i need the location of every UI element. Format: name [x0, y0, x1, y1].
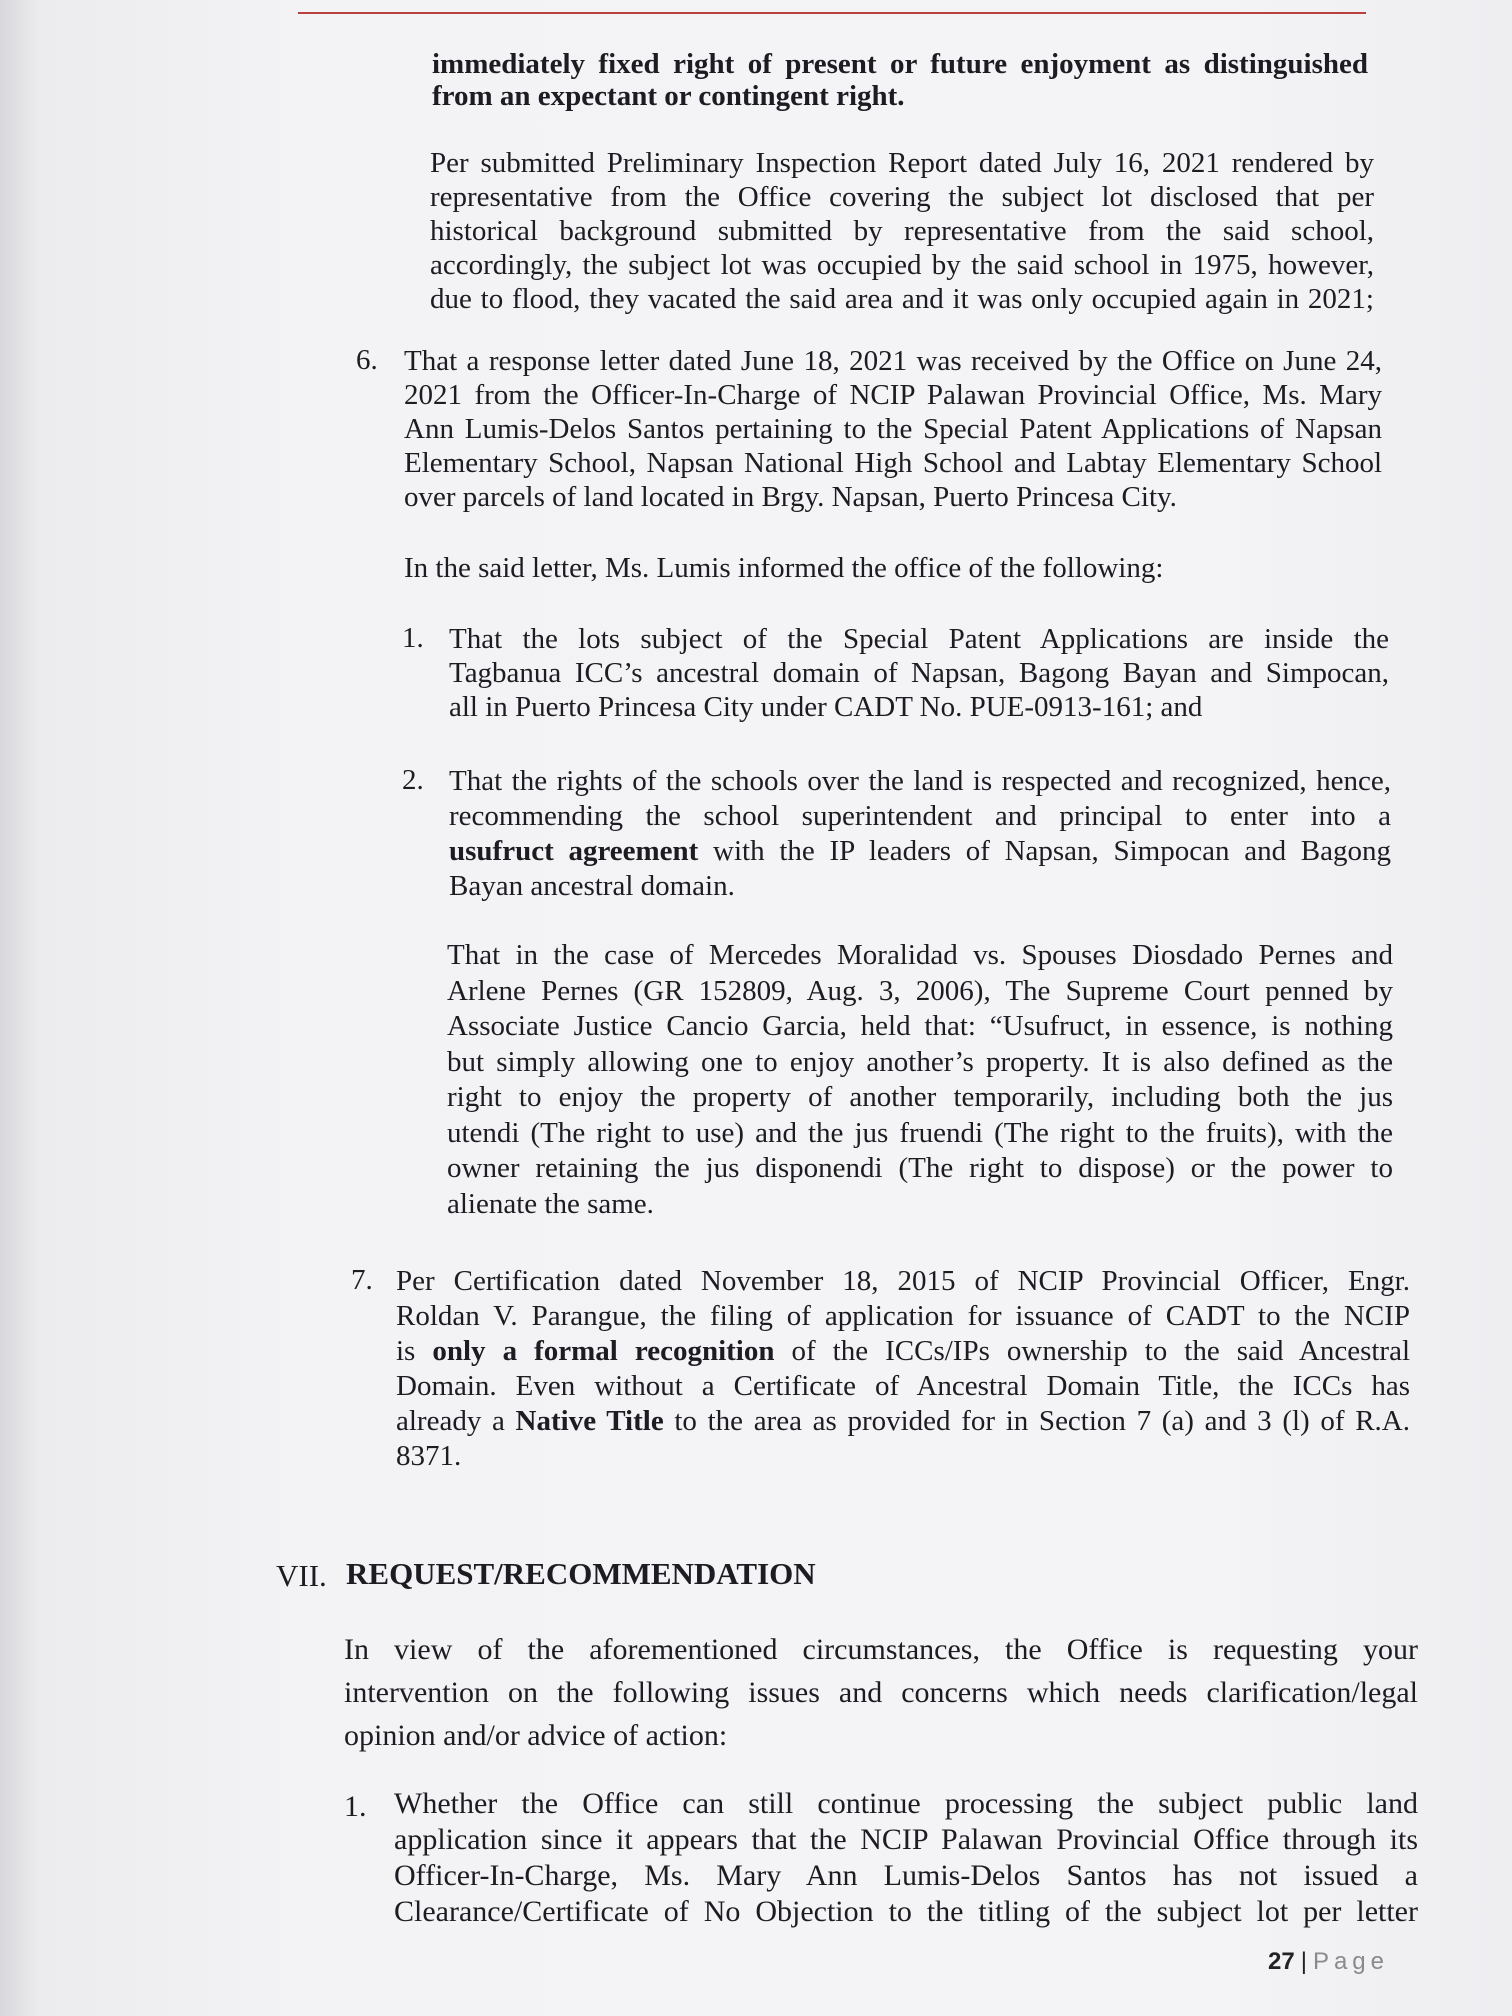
header-rule — [298, 12, 1366, 14]
text-line: Arlene Pernes (GR 152809, Aug. 3, 2006), The Supreme Court penned by — [447, 974, 1393, 1007]
emphasis-text: only a formal recognition — [432, 1335, 775, 1367]
text-line: all in Puerto Princesa City under CADT No. PUE-0913-161; and — [449, 691, 1203, 723]
text-line: application since it appears that the NCIP Palawan Provincial Office through its — [394, 1823, 1418, 1856]
text-line: immediately fixed right of present or future enjoyment as distinguished — [432, 48, 1368, 80]
text-line: alienate the same. — [447, 1187, 654, 1220]
text-line: intervention on the following issues and concerns which needs clarification/legal — [344, 1676, 1418, 1709]
item-6-intro — [404, 552, 1382, 585]
page-number: 27 — [1268, 1948, 1295, 1975]
section-title: REQUEST/RECOMMENDATION — [346, 1556, 816, 1591]
section-paragraph — [344, 1628, 1418, 1757]
text-line: due to flood, they vacated the said area and it was only occupied again in 2021; — [430, 283, 1374, 315]
text-line — [396, 1404, 1410, 1439]
text-line: Per Certification dated November 18, 2015 of NCIP Provincial Officer, Engr. — [396, 1265, 1410, 1297]
text-line — [449, 834, 1391, 869]
text-line: That the lots subject of the Special Patent Applications are inside the — [449, 623, 1389, 655]
sub-item-number: 1. — [402, 622, 424, 654]
text-line — [396, 1334, 1410, 1369]
text-line: Clearance/Certificate of No Objection to the titling of the subject lot per letter — [394, 1895, 1418, 1928]
text-line: accordingly, the subject lot was occupied by the said school in 1975, however, — [430, 249, 1374, 281]
case-paragraph — [447, 938, 1393, 1222]
text-line: historical background submitted by representative from the said school, — [430, 215, 1374, 247]
text-line: Officer-In-Charge, Ms. Mary Ann Lumis-Delos Santos has not issued a — [394, 1859, 1418, 1892]
text-line: right to enjoy the property of another temporarily, including both the jus — [447, 1081, 1393, 1113]
text-line: over parcels of land located in Brgy. Napsan, Puerto Princesa City. — [404, 481, 1177, 513]
text-line: from an expectant or contingent right. — [432, 80, 905, 112]
text-line: Per submitted Preliminary Inspection Report dated July 16, 2021 rendered by — [430, 147, 1374, 179]
page-footer — [1268, 1948, 1389, 1976]
text-line: Elementary School, Napsan National High School and Labtay Elementary School — [404, 447, 1382, 479]
footer-separator: | — [1300, 1948, 1307, 1975]
text-line: Ann Lumis-Delos Santos pertaining to the Special Patent Applications of Napsan — [404, 413, 1382, 445]
emphasis-text: usufruct agreement — [449, 835, 699, 867]
text-line: 2021 from the Officer-In-Charge of NCIP Palawan Provincial Office, Ms. Mary — [404, 379, 1382, 411]
text-line: utendi (The right to use) and the jus fruendi (The right to the fruits), with the — [447, 1116, 1393, 1149]
text-line: That the rights of the schools over the land is respected and recognized, hence, — [449, 765, 1391, 797]
text-line: That in the case of Mercedes Moralidad vs. Spouses Diosdado Pernes and — [447, 939, 1393, 971]
text-line: Associate Justice Cancio Garcia, held that: “Usufruct, in essence, is nothing — [447, 1010, 1393, 1042]
sub-item-1-text — [449, 622, 1389, 724]
text-fragment: is — [396, 1335, 433, 1367]
page-label: Page — [1312, 1948, 1389, 1975]
text-line: 8371. — [396, 1440, 462, 1472]
text-fragment: to the area as provided for in Section 7 (a) and 3 (l) of R.A. — [663, 1405, 1410, 1437]
item-number: 7. — [351, 1264, 373, 1296]
text-fragment: with the IP leaders of Napsan, Simpocan and Bagong — [698, 835, 1391, 867]
sub-item-2-text — [449, 764, 1391, 904]
text-line: but simply allowing one to enjoy another’s property. It is also defined as the — [447, 1045, 1393, 1078]
section-number: VII. — [276, 1558, 327, 1593]
text-fragment: already a — [396, 1405, 516, 1437]
text-line: opinion and/or advice of action: — [344, 1719, 728, 1752]
item-number: 1. — [344, 1790, 367, 1823]
text-line: Tagbanua ICC’s ancestral domain of Napsan, Bagong Bayan and Simpocan, — [449, 657, 1389, 689]
item-6-text — [404, 344, 1382, 514]
text-line: owner retaining the jus disponendi (The right to dispose) or the power to — [447, 1152, 1393, 1184]
emphasis-text: Native Title — [515, 1405, 664, 1437]
text-line: recommending the school superintendent and principal to enter into a — [449, 800, 1391, 832]
text-line: Bayan ancestral domain. — [449, 870, 735, 902]
text-fragment: of the ICCs/IPs ownership to the said Ancestral — [774, 1335, 1411, 1367]
text-line: In view of the aforementioned circumstances, the Office is requesting your — [344, 1633, 1418, 1666]
text-line: That a response letter dated June 18, 2021 was received by the Office on June 24, — [404, 345, 1382, 377]
text-line: representative from the Office covering the subject lot disclosed that per — [430, 181, 1374, 213]
item-number: 6. — [356, 344, 378, 376]
text-line: In the said letter, Ms. Lumis informed the office of the following: — [404, 552, 1164, 584]
request-item-1-text — [394, 1786, 1418, 1930]
sub-item-number: 2. — [402, 764, 424, 796]
inspection-paragraph — [430, 146, 1374, 316]
text-line: Roldan V. Parangue, the filing of application for issuance of CADT to the NCIP — [396, 1300, 1410, 1332]
continuation-text — [432, 48, 1368, 112]
text-line: Domain. Even without a Certificate of Ancestral Domain Title, the ICCs has — [396, 1370, 1410, 1402]
text-line: Whether the Office can still continue processing the subject public land — [394, 1787, 1418, 1820]
item-7-text — [396, 1264, 1410, 1474]
